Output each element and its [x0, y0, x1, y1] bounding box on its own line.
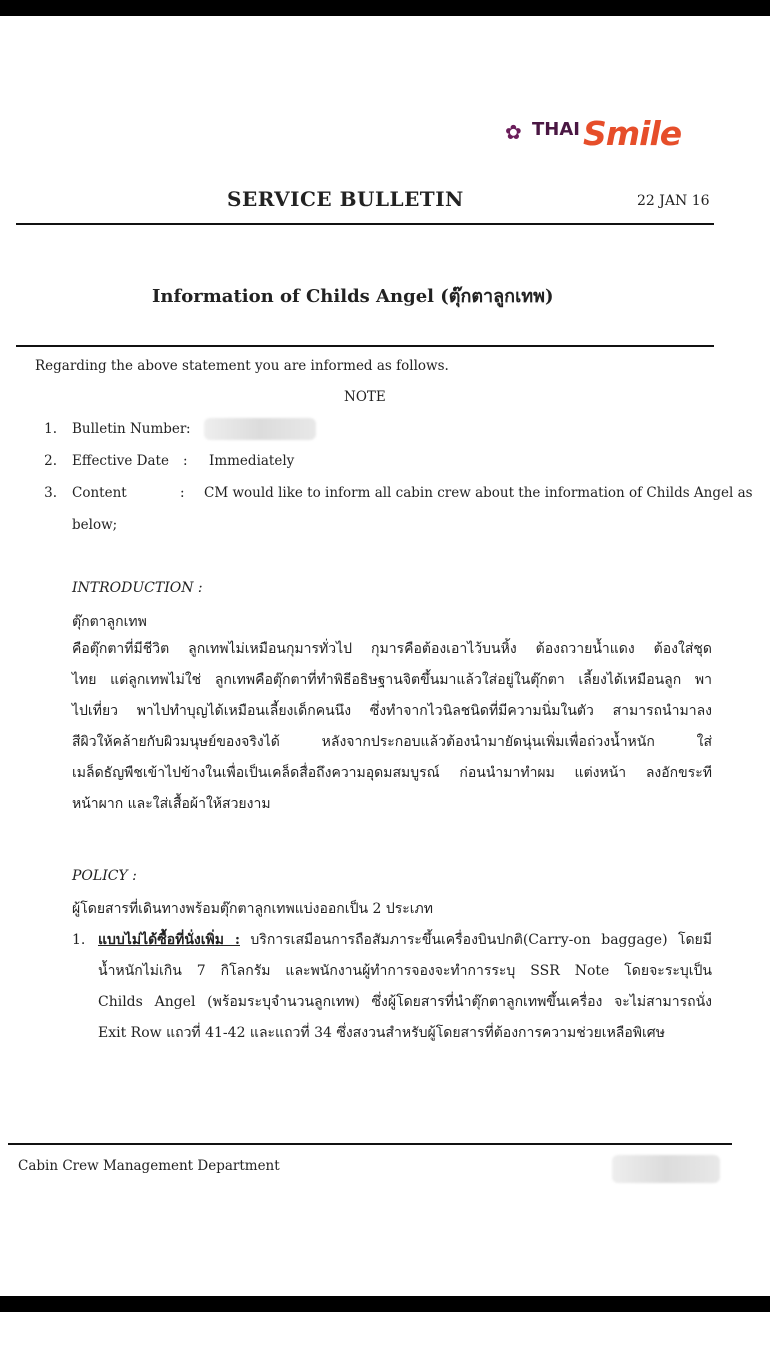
- item-label-effective-date: Effective Date: [72, 453, 169, 469]
- policy-item-number: 1.: [72, 932, 86, 948]
- document-subtitle: Information of Childs Angel (ตุ๊กตาลูกเทพ): [152, 286, 554, 307]
- item-separator: :: [180, 485, 185, 501]
- item-separator: :: [183, 453, 188, 469]
- footer-divider: [8, 1143, 732, 1145]
- bulletin-title: SERVICE BULLETIN: [227, 187, 464, 211]
- paragraph-line: ไทย แต่ลูกเทพไม่ใช่ ลูกเทพคือตุ๊กตาที่ทำพิธีอธิษฐานจิตขึ้นมาแล้วใส่อยู่ในตุ๊กตา เลี้ยงได้เหมือนลูก พา: [72, 672, 712, 688]
- redacted-bulletin-number: [204, 418, 316, 440]
- policy-item-text: [98, 925, 712, 1049]
- orchid-logo-icon: ✿: [505, 120, 522, 144]
- intro-line: Regarding the above statement you are informed as follows.: [35, 358, 449, 374]
- note-label: NOTE: [344, 389, 386, 405]
- logo-thai-text: THAI: [532, 119, 580, 140]
- introduction-heading: INTRODUCTION :: [72, 580, 203, 596]
- thai-smile-logo: [505, 112, 705, 162]
- item-label-bulletin-number: Bulletin Number: [72, 421, 187, 437]
- policy-item-lead: แบบไม่ได้ซื้อที่นั่งเพิ่ม :: [98, 932, 240, 948]
- item-number: 2.: [44, 453, 57, 469]
- introduction-paragraph: [72, 634, 712, 820]
- introduction-subheading: ตุ๊กตาลูกเทพ: [72, 614, 147, 630]
- policy-line-text: บริการเสมือนการถือสัมภาระขึ้นเครื่องบินปกติ(Carry-on baggage) โดยมี: [250, 932, 712, 948]
- paragraph-line: คือตุ๊กตาที่มีชีวิต ลูกเทพไม่เหมือนกุมารทั่วไป กุมารคือต้องเอาไว้บนหิ้ง ต้องถวายน้ำแดง ต้องใส่ชุด: [72, 641, 712, 657]
- item-number: 3.: [44, 485, 57, 501]
- paragraph-line: เมล็ดธัญพืชเข้าไปข้างในเพื่อเป็นเคล็ดสื่อถึงความอุดมสมบูรณ์ ก่อนนำมาทำผม แต่งหน้า ลงอักขระที: [72, 765, 712, 781]
- item-label-content: Content: [72, 485, 127, 501]
- paragraph-line: ไปเที่ยว พาไปทำบุญได้เหมือนเลี้ยงเด็กคนนึง ซึ่งทำจากไวนิลชนิดที่มีความนิ่มในตัว สามารถนำมาลง: [72, 703, 712, 719]
- policy-line: Exit Row แถวที่ 41-42 และแถวที่ 34 ซึ่งสงวนสำหรับผู้โดยสารที่ต้องการความช่วยเหลือพิเศษ: [98, 1025, 665, 1041]
- content-value: CM would like to inform all cabin crew about the information of Childs Angel as: [204, 485, 753, 501]
- policy-line: น้ำหนักไม่เกิน 7 กิโลกรัม และพนักงานผู้ทำการจองจะทำการระบุ SSR Note โดยจะระบุเป็น: [98, 963, 712, 979]
- content-value-continuation: below;: [72, 517, 118, 533]
- header-divider: [16, 223, 714, 225]
- redacted-signature: [612, 1155, 720, 1183]
- subtitle-divider: [16, 345, 714, 347]
- logo-smile-text: Smile: [583, 114, 682, 153]
- bulletin-date: 22 JAN 16: [637, 193, 710, 209]
- effective-date-value: Immediately: [209, 453, 295, 469]
- policy-intro: ผู้โดยสารที่เดินทางพร้อมตุ๊กตาลูกเทพแบ่งออกเป็น 2 ประเภท: [72, 901, 434, 917]
- footer-department: Cabin Crew Management Department: [18, 1158, 280, 1174]
- item-number: 1.: [44, 421, 57, 437]
- bottom-black-bar: [0, 1296, 770, 1312]
- paragraph-line: หน้าผาก และใส่เสื้อผ้าให้สวยงาม: [72, 796, 271, 812]
- item-separator: :: [186, 421, 191, 437]
- policy-heading: POLICY :: [72, 868, 137, 884]
- top-black-bar: [0, 0, 770, 16]
- paragraph-line: สีผิวให้คล้ายกับผิวมนุษย์ของจริงได้ หลังจากประกอบแล้วต้องนำมายัดนุ่นเพิ่มเพื่อถ่วงน้ำหนัก ใส่: [72, 734, 712, 750]
- policy-line: Childs Angel (พร้อมระบุจำนวนลูกเทพ) ซึ่งผู้โดยสารที่นำตุ๊กตาลูกเทพขึ้นเครื่อง จะไม่สามารถนั่ง: [98, 994, 712, 1010]
- policy-line: [98, 925, 712, 956]
